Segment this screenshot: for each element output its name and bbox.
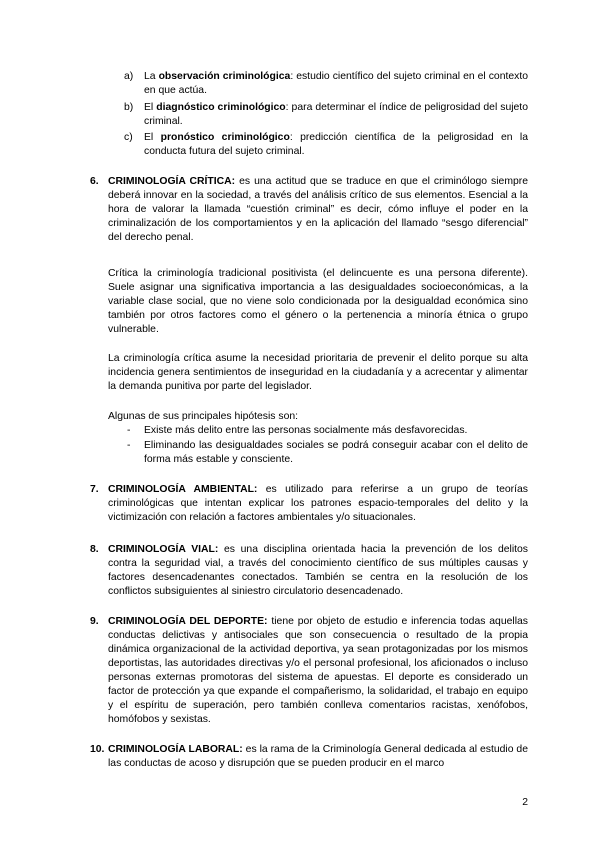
section-6-title: CRIMINOLOGÍA CRÍTICA: — [108, 176, 236, 187]
section-6-paragraph-4: Algunas de sus principales hipótesis son: — [108, 411, 299, 422]
subitem-marker-c: c) — [124, 132, 133, 143]
section-8-number: 8. — [90, 544, 99, 555]
section-9-title: CRIMINOLOGÍA DEL DEPORTE: — [108, 616, 268, 627]
section-9-body: CRIMINOLOGÍA DEL DEPORTE: tiene por objeto de estudio e inferencia todas aquellas conductas delictivas y antisociales que son consecuencia o resultado de la propia dinámica organizacional de la actividad deportiva, ya sean protagonizadas por los mismos deportistas, las autoridades directivas y/o el personal profesional, los aficionados o incluso personas externas promotoras del sistema de apuestas. El deporte es considerado un factor de protección ya que expande el compañerismo, la solidaridad, el trabajo en equipo y el espíritu de superación, pero también conlleva comentarios racistas, xenófobos, homófobos y sexistas. — [108, 616, 528, 725]
subitem-c: El pronóstico criminológico: predicción científica de la peligrosidad en la conducta futura del sujeto criminal. — [144, 132, 528, 157]
bullet-item: Eliminando las desigualdades sociales se podrá conseguir acabar con el delito de forma más estable y consciente. — [144, 440, 528, 465]
section-6-intro: CRIMINOLOGÍA CRÍTICA: es una actitud que se traduce en que el criminólogo siempre deberá innovar en la sociedad, a través del análisis crítico de sus elementos. Esencial a la hora de valorar la llamada “cuestión criminal” es decir, cómo influye el poder en la criminalización de los comportamientos y en la aplicación del llamado “sesgo diferencial” del derecho penal. — [108, 176, 529, 243]
section-10-title: CRIMINOLOGÍA LABORAL: — [108, 744, 243, 755]
page-number: 2 — [522, 797, 528, 808]
section-7-title: CRIMINOLOGÍA AMBIENTAL: — [108, 484, 258, 495]
section-6-paragraph-3: La criminología crítica asume la necesidad prioritaria de prevenir el delito porque su alta incidencia genera sentimientos de inseguridad en la ciudadanía y a acrecentar y alimentar la demanda punitiva por parte del legislador. — [108, 353, 528, 392]
bullet-marker: - — [127, 425, 131, 436]
section-6-paragraph-2: Crítica la criminología tradicional positivista (el delincuente es una persona diferente). Suele asignar una significativa importancia a las desigualdades socioeconómicas, a la variable clase social, que no viene solo condicionada por la desigualdad económica sino también por otros factores como el género o la pertenencia a minoría étnica o grupo vulnerable. — [108, 268, 528, 335]
subitem-marker-a: a) — [124, 71, 134, 82]
section-7-body: CRIMINOLOGÍA AMBIENTAL: es utilizado para referirse a un grupo de teorías criminológicas que intentan explicar los patrones espacio-temporales del delito y la victimización con relación a factores ambientales y/o situacionales. — [108, 484, 528, 523]
subitem-b: El diagnóstico criminológico: para determinar el índice de peligrosidad del sujeto criminal. — [144, 102, 528, 127]
subitem-a: La observación criminológica: estudio científico del sujeto criminal en el contexto en que actúa. — [144, 71, 528, 96]
term-pronostico: pronóstico criminológico — [160, 132, 290, 143]
subitem-marker-b: b) — [124, 102, 134, 113]
section-6-number: 6. — [90, 176, 99, 187]
bullet-item: Existe más delito entre las personas socialmente más desfavorecidas. — [144, 425, 468, 436]
term-diagnostico: diagnóstico criminológico — [156, 102, 286, 113]
section-8-body: CRIMINOLOGÍA VIAL: es una disciplina orientada hacia la prevención de los delitos contra la seguridad vial, a través del conocimiento científico de sus múltiples causas y factores desencadenantes conectados. También se centra en la resolución de los conflictos subsiguientes al siniestro circulatorio desencadenado. — [108, 544, 528, 597]
section-10-number: 10. — [90, 744, 105, 755]
term-observacion: observación criminológica — [158, 71, 291, 82]
section-9-number: 9. — [90, 616, 99, 627]
section-7-number: 7. — [90, 484, 99, 495]
section-8-title: CRIMINOLOGÍA VIAL: — [108, 544, 219, 555]
section-10-body: CRIMINOLOGÍA LABORAL: es la rama de la Criminología General dedicada al estudio de las conductas de acoso y disrupción que se pueden producir en el marco — [108, 744, 528, 769]
bullet-marker: - — [127, 440, 131, 451]
